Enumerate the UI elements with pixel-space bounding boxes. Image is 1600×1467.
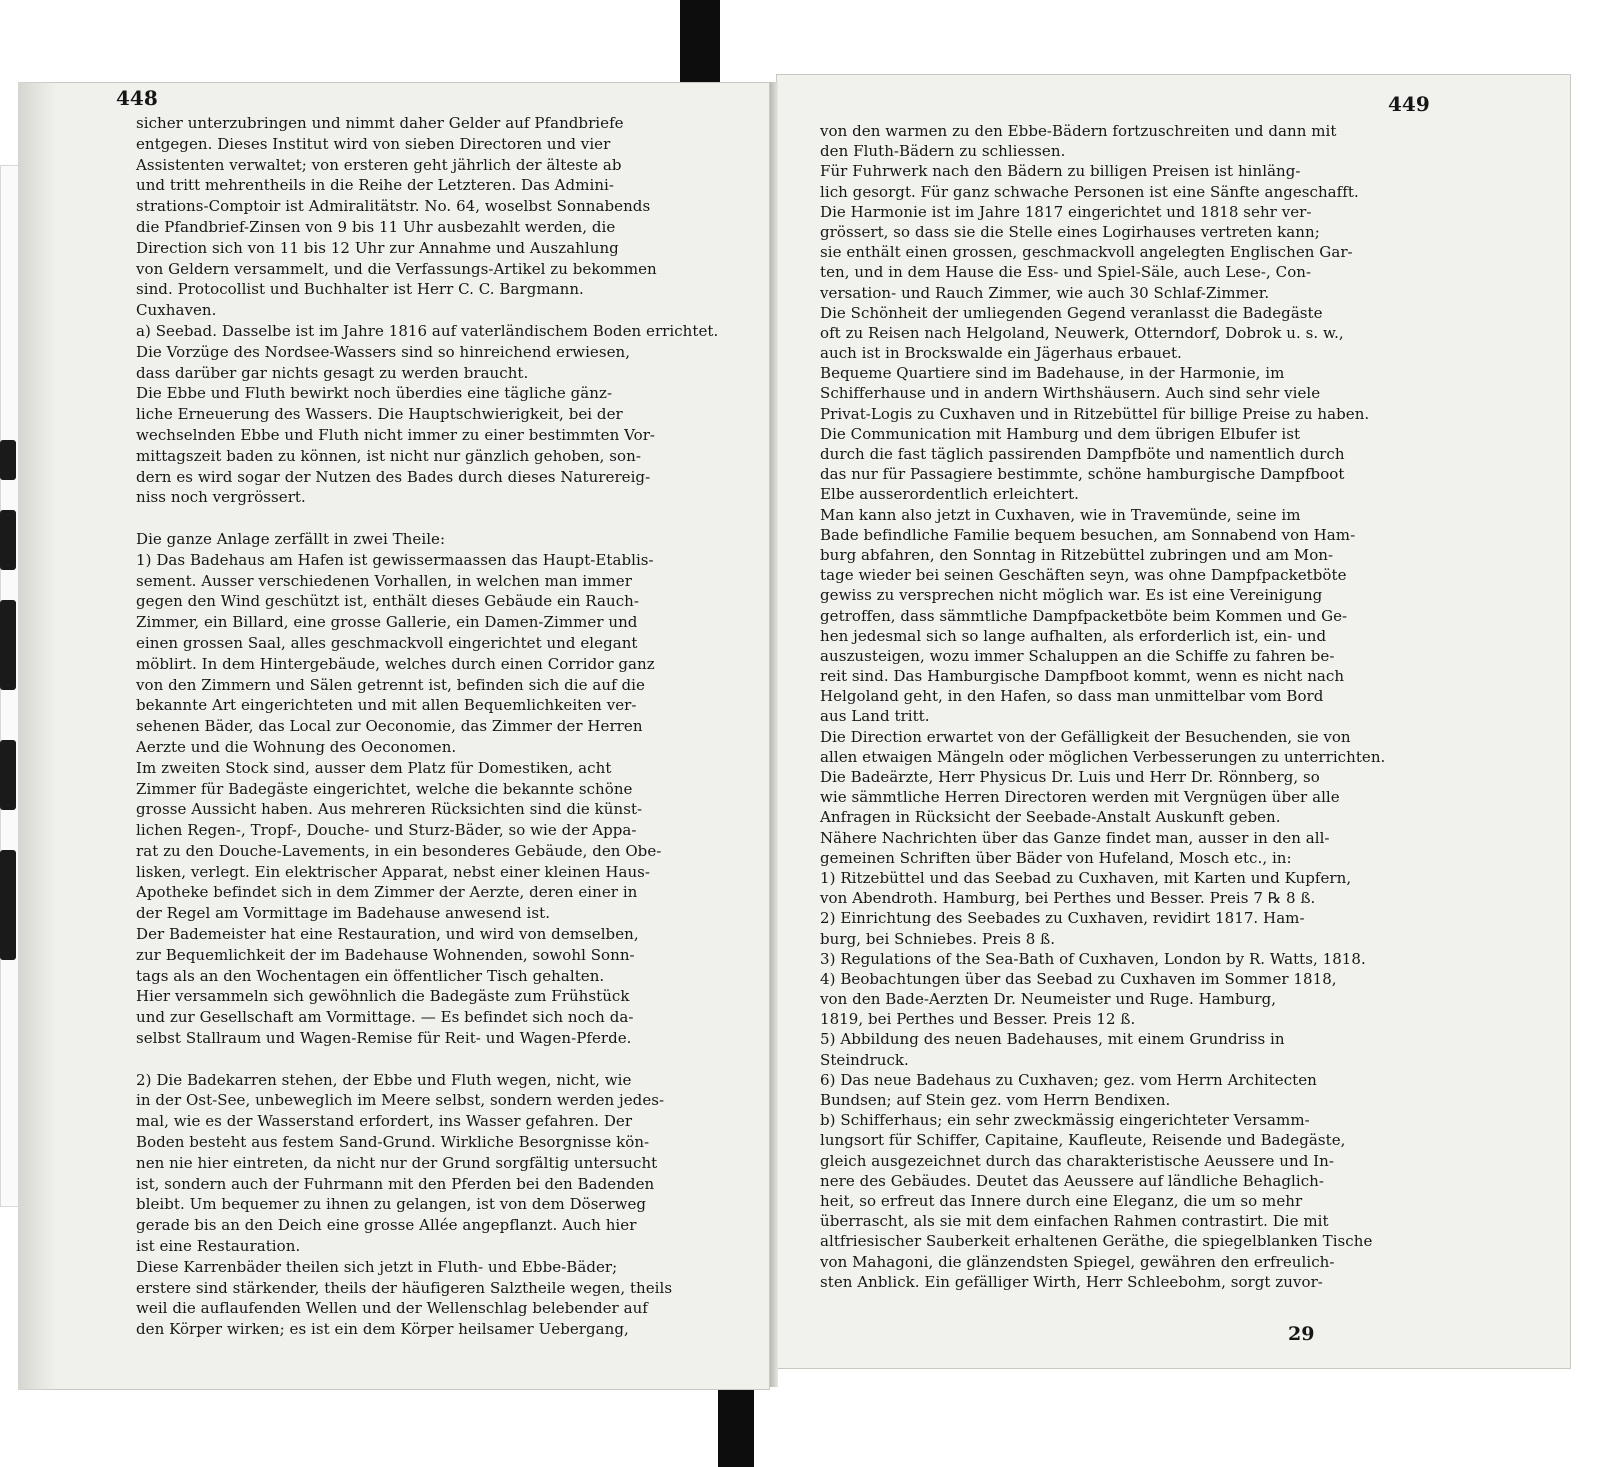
text-line: oft zu Reisen nach Helgoland, Neuwerk, Otterndorf, Dobrok u. s. w., bbox=[820, 323, 1344, 342]
text-line: Steindruck. bbox=[820, 1050, 909, 1069]
text-line: bleibt. Um bequemer zu ihnen zu gelangen, ist von dem Döserweg bbox=[136, 1195, 647, 1214]
left-page-shade bbox=[18, 82, 56, 1390]
text-line: ist eine Restauration. bbox=[136, 1237, 301, 1256]
signature-mark: 29 bbox=[1288, 1323, 1315, 1345]
text-line: sten Anblick. Ein gefälliger Wirth, Herr Schleebohm, sorgt zuvor- bbox=[820, 1272, 1323, 1291]
text-line: lichen Regen-, Tropf-, Douche- und Sturz-Bäder, so wie der Appa- bbox=[136, 821, 637, 840]
text-line: Hier versammeln sich gewöhnlich die Badegäste zum Frühstück bbox=[136, 987, 630, 1006]
text-line: Die Vorzüge des Nordsee-Wassers sind so hinreichend erwiesen, bbox=[136, 342, 631, 361]
text-line: gemeinen Schriften über Bäder von Hufeland, Mosch etc., in: bbox=[820, 848, 1292, 867]
text-line: getroffen, dass sämmtliche Dampfpacketböte beim Kommen und Ge- bbox=[820, 606, 1348, 625]
text-line: hen jedesmal sich so lange aufhalten, als erforderlich ist, ein- und bbox=[820, 626, 1327, 645]
text-line: Bade befindliche Familie bequem besuchen, am Sonnabend von Ham- bbox=[820, 525, 1356, 544]
text-line: Die Harmonie ist im Jahre 1817 eingerichtet und 1818 sehr ver- bbox=[820, 202, 1312, 221]
text-line: 2) Die Badekarren stehen, der Ebbe und Fluth wegen, nicht, wie bbox=[136, 1070, 632, 1089]
text-line: lungsort für Schiffer, Capitaine, Kaufleute, Reisende und Badegäste, bbox=[820, 1131, 1346, 1150]
text-line: Man kann also jetzt in Cuxhaven, wie in Travemünde, seine im bbox=[820, 505, 1301, 524]
text-line: auch ist in Brockswalde ein Jägerhaus erbauet. bbox=[820, 344, 1182, 363]
text-line: aus Land tritt. bbox=[820, 707, 930, 726]
text-line: von Mahagoni, die glänzendsten Spiegel, gewähren den erfreulich- bbox=[820, 1252, 1335, 1271]
text-line: Elbe ausserordentlich erleichtert. bbox=[820, 485, 1079, 504]
text-line: tags als an den Wochentagen ein öffentlicher Tisch gehalten. bbox=[136, 966, 605, 985]
text-line: ten, und in dem Hause die Ess- und Spiel-Säle, auch Lese-, Con- bbox=[820, 263, 1312, 282]
text-line: gleich ausgezeichnet durch das charakteristische Aeussere und In- bbox=[820, 1151, 1334, 1170]
text-line bbox=[136, 1049, 736, 1070]
text-line: heit, so erfreut das Innere durch eine Eleganz, die um so mehr bbox=[820, 1191, 1303, 1210]
text-line bbox=[136, 508, 736, 529]
text-line: sehenen Bäder, das Local zur Oeconomie, das Zimmer der Herren bbox=[136, 717, 643, 736]
text-line: Aerzte und die Wohnung des Oeconomen. bbox=[136, 737, 457, 756]
text-line: Bundsen; auf Stein gez. vom Herrn Bendixen. bbox=[820, 1091, 1171, 1109]
text-line: lisken, verlegt. Ein elektrischer Apparat, nebst einer kleinen Haus- bbox=[136, 862, 651, 881]
text-line: lich gesorgt. Für ganz schwache Personen ist eine Sänfte angeschafft. bbox=[820, 182, 1359, 201]
text-line: entgegen. Dieses Institut wird von sieben Directoren und vier bbox=[136, 134, 611, 153]
text-line: Die ganze Anlage zerfällt in zwei Theile: bbox=[136, 529, 446, 548]
text-line: ist, sondern auch der Fuhrmann mit den Pferden bei den Badenden bbox=[136, 1174, 655, 1193]
text-line: von den Zimmern und Sälen getrennt ist, befinden sich die auf die bbox=[136, 675, 645, 694]
text-line: dass darüber gar nichts gesagt zu werden braucht. bbox=[136, 363, 529, 382]
text-line: 1819, bei Perthes und Besser. Preis 12 ß. bbox=[820, 1010, 1136, 1029]
book-gutter bbox=[770, 82, 778, 1387]
text-line: gegen den Wind geschützt ist, enthält dieses Gebäude ein Rauch- bbox=[136, 592, 639, 611]
text-line: sement. Ausser verschiedenen Vorhallen, in welchen man immer bbox=[136, 571, 632, 590]
text-line: allen etwaigen Mängeln oder möglichen Verbesserungen zu unterrichten. bbox=[820, 747, 1386, 766]
text-line: 6) Das neue Badehaus zu Cuxhaven; gez. vom Herrn Architecten bbox=[820, 1070, 1317, 1089]
text-line: versation- und Rauch Zimmer, wie auch 30 Schlaf-Zimmer. bbox=[820, 283, 1270, 302]
left-page-number: 448 bbox=[116, 86, 158, 110]
text-line: Die Badeärzte, Herr Physicus Dr. Luis und Herr Dr. Rönnberg, so bbox=[820, 768, 1320, 786]
text-line: Direction sich von 11 bis 12 Uhr zur Annahme und Auszahlung bbox=[136, 238, 619, 257]
text-line: Im zweiten Stock sind, ausser dem Platz für Domestiken, acht bbox=[136, 758, 612, 777]
text-line: bekannte Art eingerichteten und mit allen Bequemlichkeiten ver- bbox=[136, 696, 637, 715]
text-line: liche Erneuerung des Wassers. Die Hauptschwierigkeit, bei der bbox=[136, 405, 623, 424]
text-line: Die Ebbe und Fluth bewirkt noch überdies eine tägliche gänz- bbox=[136, 384, 613, 403]
text-line: reit sind. Das Hamburgische Dampfboot kommt, wenn es nicht nach bbox=[820, 667, 1345, 686]
text-line: sicher unterzubringen und nimmt daher Gelder auf Pfandbriefe bbox=[136, 114, 624, 132]
text-line: dern es wird sogar der Nutzen des Bades durch dieses Naturereig- bbox=[136, 467, 651, 486]
text-line: Anfragen in Rücksicht der Seebade-Anstalt Auskunft geben. bbox=[820, 808, 1281, 827]
text-line: von den Bade-Aerzten Dr. Neumeister und Ruge. Hamburg, bbox=[820, 990, 1277, 1009]
text-line: von Abendroth. Hamburg, bei Perthes und Besser. Preis 7 ℞ 8 ß. bbox=[820, 889, 1316, 908]
text-line: und zur Gesellschaft am Vormittage. — Es befindet sich noch da- bbox=[136, 1008, 634, 1027]
left-page-text bbox=[136, 113, 736, 1340]
text-line: niss noch vergrössert. bbox=[136, 488, 306, 507]
text-line: und tritt mehrentheils in die Reihe der Letzteren. Das Admini- bbox=[136, 176, 615, 195]
text-line: Boden besteht aus festem Sand-Grund. Wirkliche Besorgnisse kön- bbox=[136, 1133, 650, 1152]
text-line: strations-Comptoir ist Admiralitätstr. No. 64, woselbst Sonnabends bbox=[136, 197, 651, 216]
text-line: selbst Stallraum und Wagen-Remise für Reit- und Wagen-Pferde. bbox=[136, 1029, 632, 1048]
text-line: 2) Einrichtung des Seebades zu Cuxhaven, revidirt 1817. Ham- bbox=[820, 909, 1305, 928]
text-line: Die Schönheit der umliegenden Gegend veranlasst die Badegäste bbox=[820, 303, 1323, 322]
text-line: Assistenten verwaltet; von ersteren geht jährlich der älteste ab bbox=[136, 155, 622, 174]
text-line: das nur für Passagiere bestimmte, schöne hamburgische Dampfboot bbox=[820, 465, 1345, 484]
text-line: Für Fuhrwerk nach den Bädern zu billigen Preisen ist hinläng- bbox=[820, 162, 1301, 181]
text-line: b) Schifferhaus; ein sehr zweckmässig eingerichteter Versamm- bbox=[820, 1111, 1310, 1130]
text-line: 4) Beobachtungen über das Seebad zu Cuxhaven im Sommer 1818, bbox=[820, 969, 1337, 988]
text-line: den Fluth-Bädern zu schliessen. bbox=[820, 142, 1066, 161]
text-line: altfriesischer Sauberkeit erhaltenen Geräthe, die spiegelblanken Tische bbox=[820, 1232, 1373, 1251]
spine-marks bbox=[0, 440, 18, 1000]
text-line: grössert, so dass sie die Stelle eines Logirhauses vertreten kann; bbox=[820, 222, 1320, 241]
text-line: die Pfandbrief-Zinsen von 9 bis 11 Uhr ausbezahlt werden, die bbox=[136, 217, 616, 236]
text-line: gewiss zu versprechen nicht möglich war. Es ist eine Vereinigung bbox=[820, 586, 1323, 605]
text-line: mittagszeit baden zu können, ist nicht nur gänzlich gehoben, son- bbox=[136, 446, 641, 465]
text-line: nere des Gebäudes. Deutet das Aeussere auf ländliche Behaglich- bbox=[820, 1171, 1325, 1190]
right-page-number: 449 bbox=[1388, 92, 1430, 116]
text-line: Zimmer für Badegäste eingerichtet, welche die bekannte schöne bbox=[136, 779, 633, 798]
right-page-text bbox=[820, 121, 1564, 1292]
text-line: zur Bequemlichkeit der im Badehause Wohnenden, sowohl Sonn- bbox=[136, 945, 635, 964]
text-line: Diese Karrenbäder theilen sich jetzt in Fluth- und Ebbe-Bäder; bbox=[136, 1257, 618, 1276]
text-line: überrascht, als sie mit dem einfachen Rahmen contrastirt. Die mit bbox=[820, 1212, 1329, 1231]
text-line: burg, bei Schniebes. Preis 8 ß. bbox=[820, 929, 1056, 948]
text-line: 3) Regulations of the Sea-Bath of Cuxhaven, London by R. Watts, 1818. bbox=[820, 949, 1366, 968]
text-line: wie sämmtliche Herren Directoren werden mit Vergnügen über alle bbox=[820, 788, 1340, 807]
text-line: 1) Ritzebüttel und das Seebad zu Cuxhaven, mit Karten und Kupfern, bbox=[820, 868, 1352, 887]
text-line: den Körper wirken; es ist ein dem Körper heilsamer Uebergang, bbox=[136, 1320, 629, 1339]
text-line: 5) Abbildung des neuen Badehauses, mit einem Grundriss in bbox=[820, 1030, 1285, 1049]
text-line: grosse Aussicht haben. Aus mehreren Rücksichten sind die künst- bbox=[136, 800, 643, 819]
text-line: erstere sind stärkender, theils der häufigeren Salztheile wegen, theils bbox=[136, 1278, 673, 1297]
text-line: von Geldern versammelt, und die Verfassungs-Artikel zu bekommen bbox=[136, 259, 657, 278]
text-line: tage wieder bei seinen Geschäften seyn, was ohne Dampfpacketböte bbox=[820, 566, 1347, 585]
text-line: der Regel am Vormittage im Badehause anwesend ist. bbox=[136, 904, 551, 923]
text-line: nen nie hier eintreten, da nicht nur der Grund sorgfältig untersucht bbox=[136, 1153, 658, 1172]
text-line: Schifferhause und in andern Wirthshäusern. Auch sind sehr viele bbox=[820, 384, 1321, 403]
text-line: mal, wie es der Wasserstand erfordert, ins Wasser gefahren. Der bbox=[136, 1112, 633, 1131]
text-line: a) Seebad. Dasselbe ist im Jahre 1816 auf vaterländischem Boden errichtet. bbox=[136, 321, 719, 340]
text-line: weil die auflaufenden Wellen und der Wellenschlag belebender auf bbox=[136, 1299, 648, 1318]
text-line: gerade bis an den Deich eine grosse Allée angepflanzt. Auch hier bbox=[136, 1216, 637, 1235]
text-line: Privat-Logis zu Cuxhaven und in Ritzebüttel für billige Preise zu haben. bbox=[820, 404, 1370, 423]
text-line: einen grossen Saal, alles geschmackvoll eingerichtet und elegant bbox=[136, 633, 638, 652]
text-line: von den warmen zu den Ebbe-Bädern fortzuschreiten und dann mit bbox=[820, 122, 1337, 140]
text-line: wechselnden Ebbe und Fluth nicht immer zu einer bestimmten Vor- bbox=[136, 425, 656, 444]
text-line: sind. Protocollist und Buchhalter ist Herr C. C. Bargmann. bbox=[136, 280, 584, 299]
text-line: Zimmer, ein Billard, eine grosse Gallerie, ein Damen-Zimmer und bbox=[136, 613, 638, 632]
text-line: 1) Das Badehaus am Hafen ist gewissermaassen das Haupt-Etablis- bbox=[136, 550, 654, 569]
text-line: Der Bademeister hat eine Restauration, und wird von demselben, bbox=[136, 925, 639, 944]
text-line: Nähere Nachrichten über das Ganze findet man, ausser in den all- bbox=[820, 828, 1330, 847]
text-line: durch die fast täglich passirenden Dampfböte und namentlich durch bbox=[820, 445, 1345, 463]
text-line: Bequeme Quartiere sind im Badehause, in der Harmonie, im bbox=[820, 364, 1285, 383]
text-line: rat zu den Douche-Lavements, in ein besonderes Gebäude, den Obe- bbox=[136, 841, 662, 860]
text-line: Helgoland geht, in den Hafen, so dass man unmittelbar vom Bord bbox=[820, 687, 1324, 706]
text-line: Apotheke befindet sich in dem Zimmer der Aerzte, deren einer in bbox=[136, 883, 638, 902]
text-line: möblirt. In dem Hintergebäude, welches durch einen Corridor ganz bbox=[136, 654, 655, 673]
gutter-top-strip bbox=[680, 0, 720, 82]
text-line: sie enthält einen grossen, geschmackvoll angelegten Englischen Gar- bbox=[820, 243, 1353, 262]
text-line: burg abfahren, den Sonntag in Ritzebüttel zubringen und am Mon- bbox=[820, 545, 1334, 564]
text-line: Die Communication mit Hamburg und dem übrigen Elbufer ist bbox=[820, 424, 1301, 443]
text-line: Cuxhaven. bbox=[136, 301, 217, 320]
text-line: in der Ost-See, unbeweglich im Meere selbst, sondern werden jedes- bbox=[136, 1091, 665, 1110]
text-line: Die Direction erwartet von der Gefälligkeit der Besuchenden, sie von bbox=[820, 727, 1351, 746]
text-line: auszusteigen, wozu immer Schaluppen an die Schiffe zu fahren be- bbox=[820, 646, 1335, 665]
